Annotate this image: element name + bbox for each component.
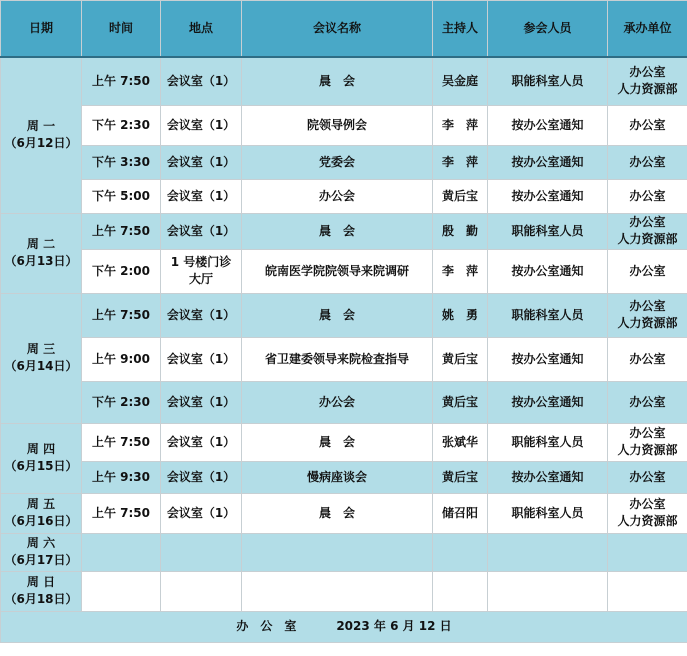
attendees-cell: 职能科室人员 xyxy=(488,423,608,461)
header-row xyxy=(1,1,687,58)
place-cell: 会议室（1） xyxy=(161,213,242,249)
header-date: 日期 xyxy=(1,1,82,58)
attendees-cell xyxy=(488,571,608,611)
table-row xyxy=(1,105,687,145)
meeting-name-cell: 晨 会 xyxy=(242,423,433,461)
place-cell xyxy=(161,571,242,611)
attendees-cell xyxy=(488,533,608,571)
place-cell: 会议室（1） xyxy=(161,293,242,337)
time-cell: 下午 2:30 xyxy=(82,381,161,423)
day-cell xyxy=(1,57,82,213)
time-cell: 上午 7:50 xyxy=(82,423,161,461)
host-cell xyxy=(433,571,488,611)
footer-row xyxy=(1,611,687,642)
host-cell: 姚 勇 xyxy=(433,293,488,337)
table-row xyxy=(1,533,687,571)
meeting-name-cell: 晨 会 xyxy=(242,293,433,337)
time-cell: 下午 2:30 xyxy=(82,105,161,145)
time-cell: 下午 5:00 xyxy=(82,179,161,213)
header-meeting-name: 会议名称 xyxy=(242,1,433,58)
host-cell xyxy=(433,533,488,571)
organizer-cell: 办公室 人力资源部 xyxy=(608,57,687,105)
meeting-name-cell: 晨 会 xyxy=(242,213,433,249)
attendees-cell: 按办公室通知 xyxy=(488,461,608,493)
table-row xyxy=(1,213,687,249)
organizer-cell: 办公室 xyxy=(608,145,687,179)
place-cell: 会议室（1） xyxy=(161,105,242,145)
attendees-cell: 职能科室人员 xyxy=(488,293,608,337)
day-label: 周 五 xyxy=(26,497,56,511)
organizer-cell: 办公室 人力资源部 xyxy=(608,293,687,337)
organizer-cell: 办公室 xyxy=(608,337,687,381)
footer-date: 2023 年 6 月 12 日 xyxy=(336,619,452,633)
attendees-cell: 按办公室通知 xyxy=(488,105,608,145)
day-label: 周 日 xyxy=(26,575,56,589)
place-cell: 会议室（1） xyxy=(161,57,242,105)
organizer-cell: 办公室 xyxy=(608,381,687,423)
header-time: 时间 xyxy=(82,1,161,58)
table-row xyxy=(1,423,687,461)
attendees-cell: 按办公室通知 xyxy=(488,145,608,179)
day-date: （6月14日） xyxy=(4,359,78,373)
time-cell: 上午 7:50 xyxy=(82,57,161,105)
day-date: （6月15日） xyxy=(4,459,78,473)
organizer-cell: 办公室 xyxy=(608,105,687,145)
attendees-cell: 职能科室人员 xyxy=(488,213,608,249)
meeting-name-cell: 院领导例会 xyxy=(242,105,433,145)
time-cell: 上午 9:00 xyxy=(82,337,161,381)
host-cell: 李 萍 xyxy=(433,249,488,293)
place-cell: 会议室（1） xyxy=(161,145,242,179)
day-label: 周 二 xyxy=(26,237,56,251)
day-cell xyxy=(1,493,82,533)
host-cell: 李 萍 xyxy=(433,105,488,145)
day-cell xyxy=(1,293,82,423)
time-cell: 上午 7:50 xyxy=(82,493,161,533)
table-row xyxy=(1,145,687,179)
day-label: 周 六 xyxy=(26,536,56,550)
meeting-name-cell xyxy=(242,533,433,571)
table-row xyxy=(1,337,687,381)
table-row xyxy=(1,293,687,337)
table-row xyxy=(1,57,687,105)
day-date: （6月16日） xyxy=(4,514,78,528)
day-date: （6月18日） xyxy=(4,592,78,606)
attendees-cell: 职能科室人员 xyxy=(488,493,608,533)
table-row xyxy=(1,571,687,611)
host-cell: 储召阳 xyxy=(433,493,488,533)
organizer-cell xyxy=(608,571,687,611)
host-cell: 黄后宝 xyxy=(433,337,488,381)
header-organizer: 承办单位 xyxy=(608,1,687,58)
place-cell: 会议室（1） xyxy=(161,493,242,533)
place-cell: 会议室（1） xyxy=(161,381,242,423)
attendees-cell: 按办公室通知 xyxy=(488,381,608,423)
organizer-cell xyxy=(608,533,687,571)
footer-cell xyxy=(1,611,687,642)
table-row xyxy=(1,179,687,213)
organizer-cell: 办公室 人力资源部 xyxy=(608,493,687,533)
attendees-cell: 按办公室通知 xyxy=(488,337,608,381)
attendees-cell: 职能科室人员 xyxy=(488,57,608,105)
day-cell xyxy=(1,571,82,611)
host-cell: 黄后宝 xyxy=(433,461,488,493)
time-cell: 上午 7:50 xyxy=(82,293,161,337)
time-cell: 下午 3:30 xyxy=(82,145,161,179)
organizer-cell: 办公室 xyxy=(608,461,687,493)
table-row xyxy=(1,381,687,423)
day-cell xyxy=(1,213,82,293)
meeting-name-cell: 晨 会 xyxy=(242,57,433,105)
day-date: （6月12日） xyxy=(4,136,78,151)
day-cell xyxy=(1,423,82,493)
attendees-cell: 按办公室通知 xyxy=(488,249,608,293)
host-cell: 黄后宝 xyxy=(433,179,488,213)
place-cell: 会议室（1） xyxy=(161,337,242,381)
header-attendees: 参会人员 xyxy=(488,1,608,58)
meeting-name-cell: 办公会 xyxy=(242,179,433,213)
time-cell: 下午 2:00 xyxy=(82,249,161,293)
host-cell: 吴金庭 xyxy=(433,57,488,105)
table-row xyxy=(1,249,687,293)
host-cell: 李 萍 xyxy=(433,145,488,179)
day-label: 周 三 xyxy=(26,342,56,356)
host-cell: 黄后宝 xyxy=(433,381,488,423)
host-cell: 殷 勤 xyxy=(433,213,488,249)
host-cell: 张斌华 xyxy=(433,423,488,461)
footer-office: 办 公 室 xyxy=(236,619,297,633)
place-cell: 会议室（1） xyxy=(161,423,242,461)
table-row xyxy=(1,461,687,493)
day-label: 周 四 xyxy=(26,442,56,456)
header-place: 地点 xyxy=(161,1,242,58)
meeting-name-cell: 省卫建委领导来院检查指导 xyxy=(242,337,433,381)
organizer-cell: 办公室 xyxy=(608,179,687,213)
time-cell xyxy=(82,571,161,611)
meeting-name-cell: 慢病座谈会 xyxy=(242,461,433,493)
schedule-body xyxy=(1,57,687,611)
meeting-name-cell: 皖南医学院院领导来院调研 xyxy=(242,249,433,293)
meeting-name-cell: 办公会 xyxy=(242,381,433,423)
organizer-cell: 办公室 人力资源部 xyxy=(608,423,687,461)
table-row xyxy=(1,493,687,533)
organizer-cell: 办公室 人力资源部 xyxy=(608,213,687,249)
time-cell: 上午 7:50 xyxy=(82,213,161,249)
meeting-name-cell: 晨 会 xyxy=(242,493,433,533)
time-cell: 上午 9:30 xyxy=(82,461,161,493)
organizer-cell: 办公室 xyxy=(608,249,687,293)
day-date: （6月13日） xyxy=(4,254,78,268)
attendees-cell: 按办公室通知 xyxy=(488,179,608,213)
day-date: （6月17日） xyxy=(4,553,78,567)
day-label: 周 一 xyxy=(26,119,56,134)
place-cell: 会议室（1） xyxy=(161,179,242,213)
place-cell xyxy=(161,533,242,571)
header-host: 主持人 xyxy=(433,1,488,58)
day-cell xyxy=(1,533,82,571)
place-cell: 1 号楼门诊 大厅 xyxy=(161,249,242,293)
meeting-name-cell xyxy=(242,571,433,611)
meeting-name-cell: 党委会 xyxy=(242,145,433,179)
time-cell xyxy=(82,533,161,571)
place-cell: 会议室（1） xyxy=(161,461,242,493)
